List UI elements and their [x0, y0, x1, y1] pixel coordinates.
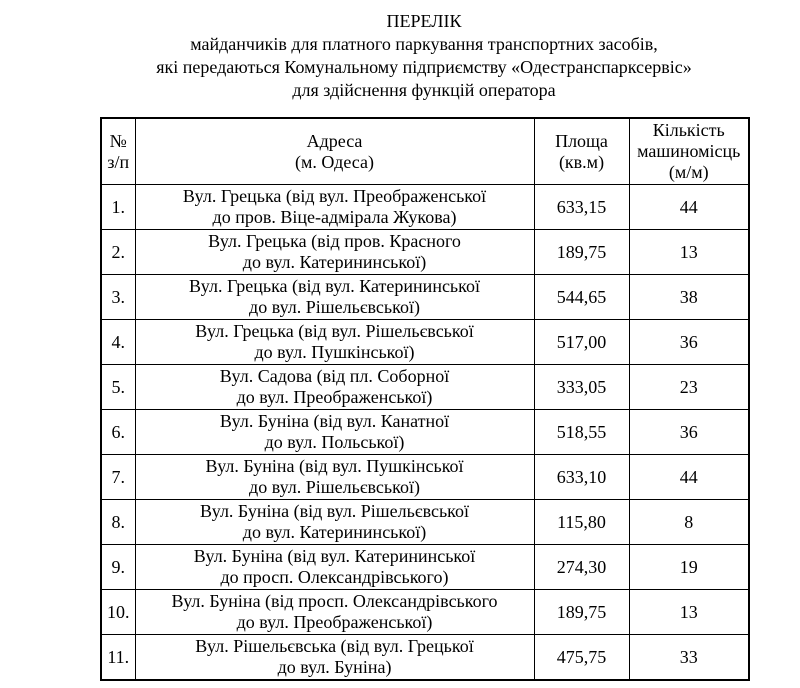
col-header-area: [534, 118, 629, 185]
cell-capacity: 33: [629, 635, 749, 681]
address-line-2: до вул. Рішельєвської): [249, 477, 420, 497]
cell-capacity: 36: [629, 320, 749, 365]
col-header-capacity-line2: машиномісць: [637, 141, 741, 161]
cell-area: 633,10: [534, 455, 629, 500]
address-line-1: Вул. Рішельєвська (від вул. Грецької: [195, 636, 474, 656]
table-row: [101, 410, 749, 455]
address-line-1: Вул. Буніна (від вул. Канатної: [219, 411, 450, 431]
col-header-num: [101, 118, 135, 185]
address-line-2: до вул. Катерининської): [242, 252, 427, 272]
cell-num: 5.: [101, 365, 135, 410]
cell-area: 189,75: [534, 590, 629, 635]
title-line-4: для здійснення функцій оператора: [292, 80, 556, 100]
cell-num: 9.: [101, 545, 135, 590]
address-line-1: Вул. Садова (від пл. Соборної: [219, 366, 450, 386]
cell-capacity: 44: [629, 185, 749, 230]
cell-area: 544,65: [534, 275, 629, 320]
cell-capacity: 36: [629, 410, 749, 455]
col-header-address: [135, 118, 534, 185]
col-header-num-line1: №: [109, 130, 127, 151]
cell-capacity: 13: [629, 230, 749, 275]
cell-capacity: 38: [629, 275, 749, 320]
col-header-num-line2: з/п: [107, 151, 130, 172]
cell-capacity: 19: [629, 545, 749, 590]
address-line-1: Вул. Грецька (від вул. Рішельєвської: [195, 321, 474, 341]
cell-num: 10.: [101, 590, 135, 635]
cell-num: 6.: [101, 410, 135, 455]
cell-area: 475,75: [534, 635, 629, 681]
address-line-2: до просп. Олександрівського): [220, 567, 449, 587]
address-line-2: до вул. Буніна): [277, 657, 392, 677]
address-line-2: до пров. Віце-адмірала Жукова): [212, 207, 457, 227]
address-line-2: до вул. Рішельєвської): [249, 297, 420, 317]
cell-area: 633,15: [534, 185, 629, 230]
cell-address: [135, 185, 534, 230]
cell-area: 274,30: [534, 545, 629, 590]
cell-num: 4.: [101, 320, 135, 365]
address-line-1: Вул. Буніна (від просп. Олександрівського: [171, 591, 498, 611]
cell-address: [135, 455, 534, 500]
table-row: [101, 590, 749, 635]
cell-num: 2.: [101, 230, 135, 275]
cell-num: 11.: [101, 635, 135, 681]
cell-address: [135, 635, 534, 681]
address-line-1: Вул. Буніна (від вул. Пушкінської: [205, 456, 464, 476]
title-line-2: майданчиків для платного паркування транспортних засобів,: [190, 34, 658, 54]
address-line-2: до вул. Пушкінської): [254, 342, 415, 362]
table-row: [101, 320, 749, 365]
cell-capacity: 8: [629, 500, 749, 545]
cell-area: 517,00: [534, 320, 629, 365]
cell-address: [135, 320, 534, 365]
address-line-1: Вул. Буніна (від вул. Катерининської: [193, 546, 476, 566]
address-line-1: Вул. Грецька (від пров. Красного: [208, 231, 461, 251]
cell-area: 518,55: [534, 410, 629, 455]
col-header-area-line1: Площа: [555, 130, 608, 151]
cell-address: [135, 365, 534, 410]
address-line-1: Вул. Буніна (від вул. Рішельєвської: [199, 501, 470, 521]
cell-area: 333,05: [534, 365, 629, 410]
table-row: [101, 455, 749, 500]
cell-address: [135, 590, 534, 635]
address-line-1: Вул. Грецька (від вул. Катерининської: [189, 276, 480, 296]
address-line-2: до вул. Катерининської): [242, 522, 427, 542]
cell-area: 189,75: [534, 230, 629, 275]
address-line-2: до вул. Преображенської): [236, 387, 433, 407]
table-row: [101, 635, 749, 681]
title-line-3: які передаються Комунальному підприємству «Одестранспарксервіс»: [156, 57, 692, 77]
cell-num: 8.: [101, 500, 135, 545]
table-row: [101, 365, 749, 410]
col-header-capacity: [629, 118, 749, 185]
cell-address: [135, 410, 534, 455]
parking-table: [100, 117, 750, 681]
col-header-area-line2: (кв.м): [558, 151, 605, 172]
cell-address: [135, 230, 534, 275]
cell-num: 7.: [101, 455, 135, 500]
table-header-row: [101, 118, 749, 185]
cell-address: [135, 500, 534, 545]
cell-capacity: 13: [629, 590, 749, 635]
cell-num: 1.: [101, 185, 135, 230]
address-line-2: до вул. Польської): [264, 432, 405, 452]
cell-capacity: 23: [629, 365, 749, 410]
cell-num: 3.: [101, 275, 135, 320]
title-line-1: ПЕРЕЛІК: [386, 11, 462, 31]
col-header-capacity-line3: (м/м): [668, 162, 709, 182]
cell-address: [135, 275, 534, 320]
table-row: [101, 185, 749, 230]
table-row: [101, 275, 749, 320]
col-header-address-line1: Адреса: [306, 130, 363, 151]
document-title: [100, 10, 748, 102]
address-line-2: до вул. Преображенської): [236, 612, 433, 632]
table-row: [101, 545, 749, 590]
cell-address: [135, 545, 534, 590]
col-header-address-line2: (м. Одеса): [295, 151, 374, 172]
col-header-capacity-line1: Кількість: [652, 120, 725, 140]
table-row: [101, 500, 749, 545]
cell-capacity: 44: [629, 455, 749, 500]
table-row: [101, 230, 749, 275]
cell-area: 115,80: [534, 500, 629, 545]
address-line-1: Вул. Грецька (від вул. Преображенської: [182, 186, 487, 206]
